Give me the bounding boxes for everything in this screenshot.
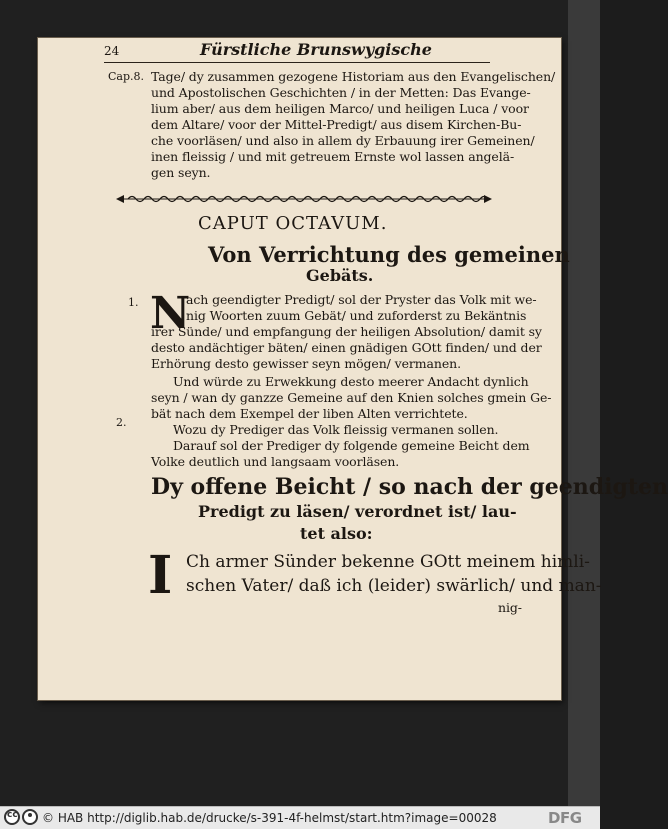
drop-capital: N (150, 288, 191, 339)
section-heading-cont: Predigt zu läsen/ verordnet ist/ lau- (198, 502, 517, 521)
text-line: gen seyn. (151, 165, 211, 180)
chapter-heading: Von Verrichtung des gemeinen (208, 242, 570, 267)
catchword: nig- (498, 600, 522, 615)
text-line: ach geendigter Predigt/ sol der Pryster das Volk mit we- (186, 292, 537, 307)
section-heading: Dy offene Beicht / so nach der geendigten (151, 474, 668, 500)
text-line: inen fleissig / und mit getreuem Ernste wol lassen angelä- (151, 149, 515, 164)
text-line: Erhörung desto gewisser seyn mögen/ vermanen. (151, 356, 461, 371)
creative-commons-icon (4, 809, 20, 825)
footer-bar (0, 806, 600, 829)
text-line: seyn / wan dy ganzze Gemeine auf den Knien solches gmein Ge- (151, 390, 552, 405)
text-line: schen Vater/ daß ich (leider) swärlich/ und man- (186, 576, 602, 596)
book-page (38, 38, 668, 700)
margin-item-1: 1. (128, 296, 139, 309)
ornament-divider (116, 194, 492, 204)
chapter-heading-cont: Gebäts. (306, 266, 374, 285)
attribution-icon (22, 809, 38, 825)
text-line: lium aber/ aus dem heiligen Marco/ und heiligen Luca / voor (151, 101, 529, 116)
margin-item-2: 2. (116, 416, 127, 429)
source-credit: © HAB http://diglib.hab.de/drucke/s-391-4f-helmst/start.htm?image=00028 (42, 811, 497, 825)
text-line: nig Woorten zuum Gebät/ und zuforderst zu Bekäntnis (186, 308, 527, 323)
text-line: Darauf sol der Prediger dy folgende gemeine Beicht dem (173, 438, 530, 453)
text-line: desto andächtiger bäten/ einen gnädigen GOtt finden/ und der (151, 340, 542, 355)
text-line: Tage/ dy zusammen gezogene Historiam aus den Evangelischen/ (151, 69, 556, 84)
text-line: Und würde zu Erwekkung desto meerer Andacht dynlich (173, 374, 529, 389)
text-line: Wozu dy Prediger das Volk fleissig vermanen sollen. (173, 422, 499, 437)
section-heading-end: tet also: (300, 524, 373, 543)
text-line: che voorläsen/ und also in allem dy Erbauung irer Gemeinen/ (151, 133, 535, 148)
text-line: bät nach dem Exempel der liben Alten verrichtete. (151, 406, 468, 421)
text-line: Volke deutlich und langsaam voorläsen. (151, 454, 400, 469)
scan-edge (568, 0, 600, 806)
running-title: Fürstliche Brunswygische (200, 40, 432, 59)
text-line: irer Sünde/ und empfangung der heiligen Absolution/ damit sy (151, 324, 542, 339)
header-rule (104, 62, 490, 63)
margin-chapter-label: Cap.8. (108, 70, 145, 83)
text-line: und Apostolischen Geschichten / in der Metten: Das Evange- (151, 85, 531, 100)
text-line: dem Altare/ voor der Mittel-Predigt/ aus disem Kirchen-Bu- (151, 117, 522, 132)
text-line: Ch armer Sünder bekenne GOtt meinem himli- (186, 552, 590, 572)
chapter-caption: CAPUT OCTAVUM. (198, 213, 388, 234)
dfg-logo: DFG (548, 809, 582, 827)
drop-capital: I (148, 545, 173, 606)
page-number: 24 (104, 44, 120, 58)
